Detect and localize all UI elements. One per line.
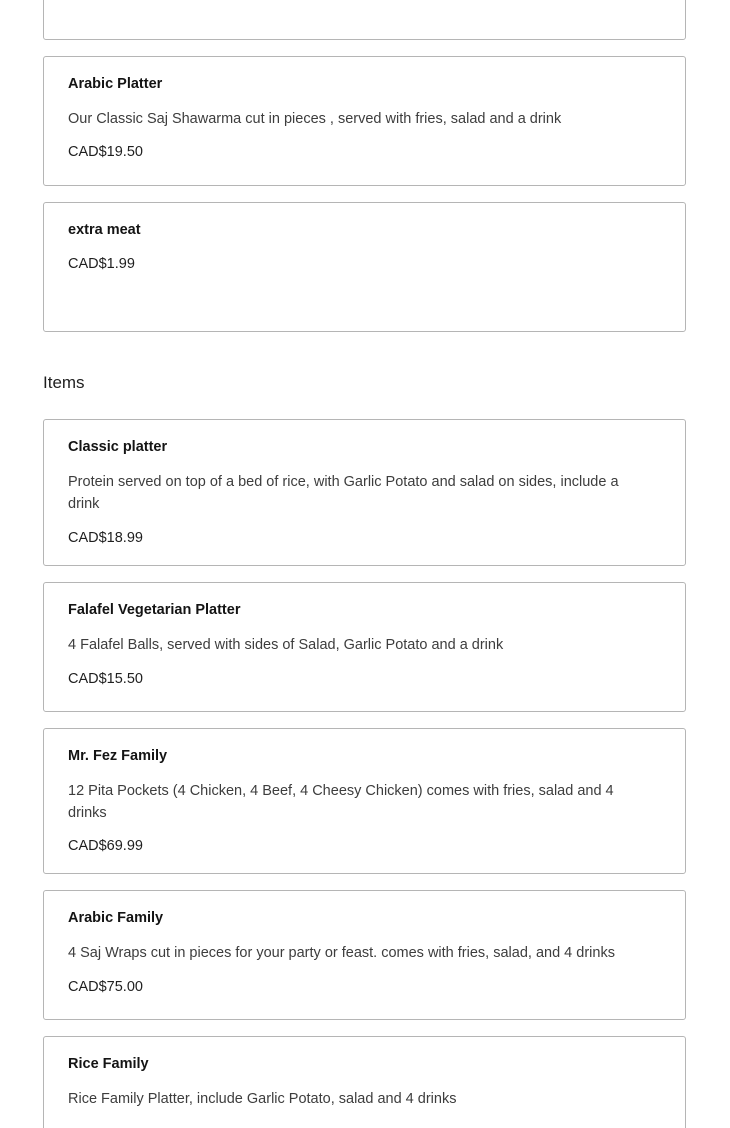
menu-item-price: CAD$75.00: [68, 979, 143, 995]
menu-item-name: Rice Family: [68, 1056, 149, 1072]
menu-item-price: CAD$18.99: [68, 530, 143, 546]
menu-item-name: Falafel Vegetarian Platter: [68, 602, 241, 618]
menu-item-description: Our Classic Saj Shawarma cut in pieces , served with fries, salad and a drink: [68, 111, 562, 127]
menu-item-name: extra meat: [68, 222, 141, 238]
menu-item-card-falafel-vegetarian-platter[interactable]: [43, 582, 686, 712]
menu-item-price: CAD$1.99: [68, 256, 135, 272]
menu-item-description: 12 Pita Pockets (4 Chicken, 4 Beef, 4 Cheesy Chicken) comes with fries, salad and 4 drinks: [68, 783, 614, 821]
section-title-items: Items: [43, 373, 85, 392]
menu-item-description: Protein served on top of a bed of rice, with Garlic Potato and salad on sides, include a drink: [68, 474, 619, 512]
menu-item-card-classic-platter[interactable]: [43, 419, 686, 566]
menu-item-card-extra-meat[interactable]: [43, 202, 686, 332]
menu-item-name: Arabic Platter: [68, 76, 163, 92]
menu-item-card-rice-family[interactable]: [43, 1036, 686, 1128]
menu-item-description: 4 Saj Wraps cut in pieces for your party or feast. comes with fries, salad, and 4 drinks: [68, 945, 615, 961]
menu-item-card-arabic-family[interactable]: [43, 890, 686, 1020]
menu-item-card-arabic-platter[interactable]: [43, 56, 686, 186]
menu-item-name: Classic platter: [68, 439, 168, 455]
menu-item-name: Mr. Fez Family: [68, 748, 168, 764]
menu-item-name: Arabic Family: [68, 910, 164, 926]
menu-item-card-mr-fez-family[interactable]: [43, 728, 686, 874]
menu-item-price: CAD$15.50: [68, 671, 143, 687]
menu-item-price: CAD$69.99: [68, 838, 143, 854]
menu-item-description: 4 Falafel Balls, served with sides of Salad, Garlic Potato and a drink: [68, 637, 504, 653]
menu-item-card-partial[interactable]: [43, 0, 686, 40]
menu-item-price: CAD$19.50: [68, 144, 143, 160]
menu-item-description: Rice Family Platter, include Garlic Potato, salad and 4 drinks: [68, 1091, 457, 1107]
